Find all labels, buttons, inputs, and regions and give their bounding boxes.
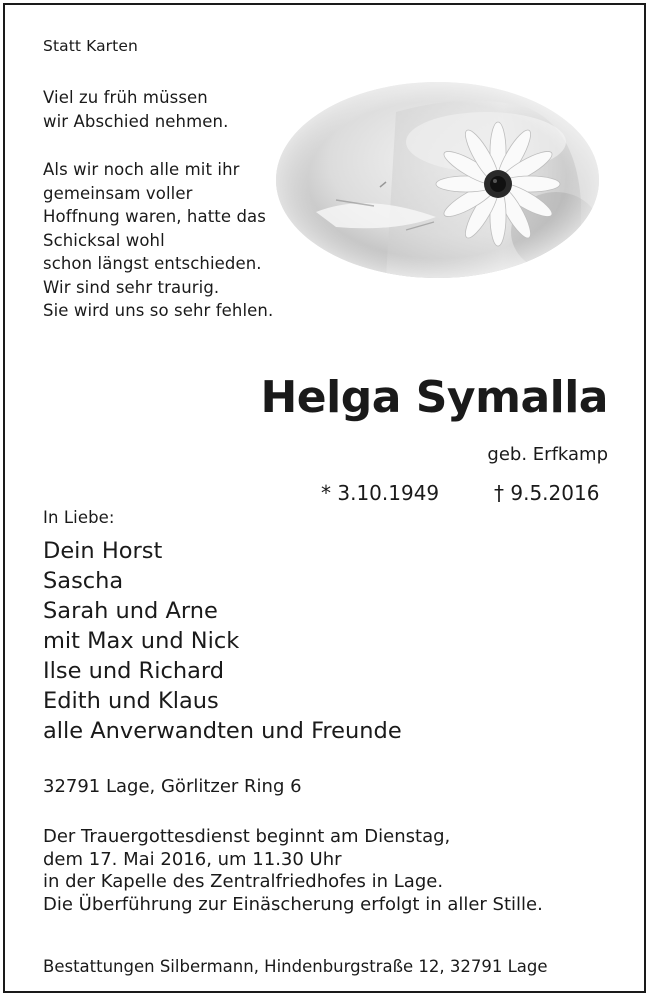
intro-text xyxy=(43,86,228,133)
gerbera-flower-photo xyxy=(276,82,599,278)
poem-line: Schicksal wohl xyxy=(43,230,165,250)
deceased-name: Helga Symalla xyxy=(260,372,608,423)
poem-line: schon längst entschieden. xyxy=(43,254,262,273)
mourners-list xyxy=(43,536,402,746)
mourner-name: Sarah und Arne xyxy=(43,598,218,624)
funeral-home: Bestattungen Silbermann, Hindenburgstraße 12, 32791 Lage xyxy=(43,957,548,976)
family-address: 32791 Lage, Görlitzer Ring 6 xyxy=(43,776,302,797)
birth-name: geb. Erfkamp xyxy=(487,444,608,465)
poem-line: Sie wird uns so sehr fehlen. xyxy=(43,301,274,320)
service-line: in der Kapelle des Zentralfriedhofes in Lage. xyxy=(43,871,444,892)
mourner-name: alle Anverwandten und Freunde xyxy=(43,718,402,744)
death-date: † 9.5.2016 xyxy=(494,481,600,505)
service-line: Die Überführung zur Einäscherung erfolgt in aller Stille. xyxy=(43,893,543,915)
poem xyxy=(43,158,273,323)
poem-line: Als wir noch alle mit ihr xyxy=(43,160,240,179)
mourner-name: Edith und Klaus xyxy=(43,688,219,714)
service-line: Der Trauergottesdienst beginnt am Dienstag, xyxy=(43,826,451,847)
statt-karten: Statt Karten xyxy=(43,37,138,55)
mourners-intro: In Liebe: xyxy=(43,508,115,527)
mourner-name: mit Max und Nick xyxy=(43,628,240,654)
mourner-name: Ilse und Richard xyxy=(43,658,224,684)
service-info xyxy=(43,826,543,916)
poem-line: gemeinsam voller xyxy=(43,183,193,203)
birth-date: * 3.10.1949 xyxy=(321,481,440,505)
intro-line: Viel zu früh müssen xyxy=(43,88,208,107)
intro-line: wir Abschied nehmen. xyxy=(43,111,229,131)
poem-line: Wir sind sehr traurig. xyxy=(43,277,220,297)
mourner-name: Sascha xyxy=(43,568,124,594)
poem-line: Hoffnung waren, hatte das xyxy=(43,207,266,226)
service-line: dem 17. Mai 2016, um 11.30 Uhr xyxy=(43,848,342,870)
mourner-name: Dein Horst xyxy=(43,538,163,564)
